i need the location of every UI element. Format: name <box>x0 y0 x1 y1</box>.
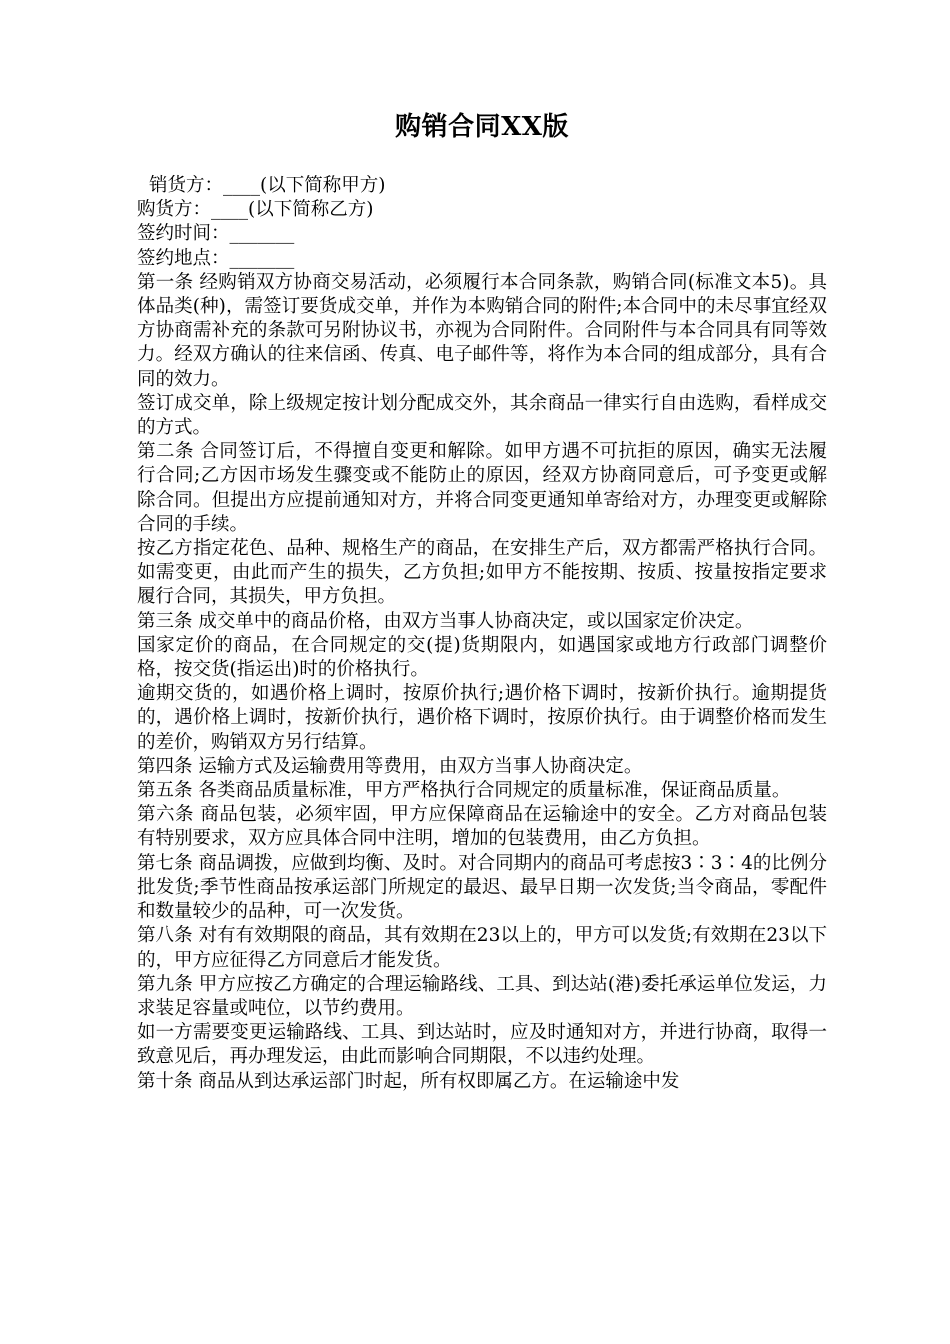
paragraph-article-7: 第七条 商品调拨，应做到均衡、及时。对合同期内的商品可考虑按3∶3∶4的比例分批发货;季节性商品按承运部门所规定的最迟、最早日期一次发货;当令商品，零配件和数量较少的品种，可一次发货。 <box>137 852 827 923</box>
document-page <box>137 0 827 1094</box>
header-field-value: _______ <box>229 247 295 269</box>
header-field-label: 签约地点： <box>137 247 230 269</box>
header-field-buyer <box>137 198 827 222</box>
paragraph-article-8: 第八条 对有有效期限的商品，其有效期在23以上的，甲方可以发货;有效期在23以下的，甲方应征得乙方同意后才能发货。 <box>137 925 827 971</box>
paragraph: 国家定价的商品，在合同规定的交(提)货期限内，如遇国家或地方行政部门调整价格，按交货(指运出)时的价格执行。 <box>137 634 827 681</box>
paragraph: 按乙方指定花色、品种、规格生产的商品，在安排生产后，双方都需严格执行合同。如需变更，由此而产生的损失，乙方负担;如甲方不能按期、按质、按量按指定要求履行合同，其损失，甲方负担。 <box>137 538 827 608</box>
paragraph-article-3: 第三条 成交单中的商品价格，由双方当事人协商决定，或以国家定价决定。 <box>137 610 754 632</box>
header-field-label: 购货方： <box>137 199 212 221</box>
document-title: 购销合同XX版 <box>395 112 569 142</box>
paragraph: 如一方需要变更运输路线、工具、到达站时，应及时通知对方，并进行协商，取得一致意见后，再办理发运，由此而影响合同期限，不以违约处理。 <box>137 1022 827 1068</box>
header-field-sign-place <box>137 247 827 271</box>
paragraph: 签订成交单，除上级规定按计划分配成交外，其余商品一律实行自由选购，看样成交的方式。 <box>137 392 827 439</box>
paragraph-article-1: 第一条 经购销双方协商交易活动，必须履行本合同条款，购销合同(标准文本5)。具体品类(种)，需签订要货成交单，并作为本购销合同的附件;本合同中的未尽事宜经双方协商需补充的条款可另附协议书，亦视为合同附件。合同附件与本合同具有同等效力。经双方确认的往来信函、传真、电子邮件等，将作为本合同的组成部分，具有合同的效力。 <box>137 271 827 390</box>
header-field-value: _______ <box>229 223 295 245</box>
header-field-label: 签约时间： <box>137 223 230 245</box>
paragraph-article-9: 第九条 甲方应按乙方确定的合理运输路线、工具、到达站(港)委托承运单位发运，力求装足容量或吨位，以节约费用。 <box>137 973 827 1019</box>
header-field-seller <box>137 174 827 198</box>
paragraph-article-5: 第五条 各类商品质量标准，甲方严格执行合同规定的质量标准，保证商品质量。 <box>137 780 791 802</box>
paragraph-article-10: 第十条 商品从到达承运部门时起，所有权即属乙方。在运输途中发 <box>137 1070 680 1092</box>
header-field-value: ____(以下简称甲方) <box>223 175 386 196</box>
paragraph: 逾期交货的，如遇价格上调时，按原价执行;遇价格下调时，按新价执行。逾期提货的，遇价格上调时，按新价执行，遇价格下调时，按原价执行。由于调整价格而发生的差价，购销双方另行结算。 <box>137 683 827 753</box>
document-body <box>137 174 827 1094</box>
header-field-sign-time <box>137 222 827 246</box>
header-field-label: 销货方： <box>149 175 224 196</box>
paragraph-article-6: 第六条 商品包装，必须牢固，甲方应保障商品在运输途中的安全。乙方对商品包装有特别要求，双方应具体合同中注明，增加的包装费用，由乙方负担。 <box>137 804 827 850</box>
header-field-value: ____(以下简称乙方) <box>211 199 374 221</box>
paragraph-article-2: 第二条 合同签订后，不得擅自变更和解除。如甲方遇不可抗拒的原因，确实无法履行合同;乙方因市场发生骤变或不能防止的原因，经双方协商同意后，可予变更或解除合同。但提出方应提前通知对方，并将合同变更通知单寄给对方，办理变更或解除合同的手续。 <box>137 441 827 535</box>
paragraph-article-4: 第四条 运输方式及运输费用等费用，由双方当事人协商决定。 <box>137 755 643 777</box>
